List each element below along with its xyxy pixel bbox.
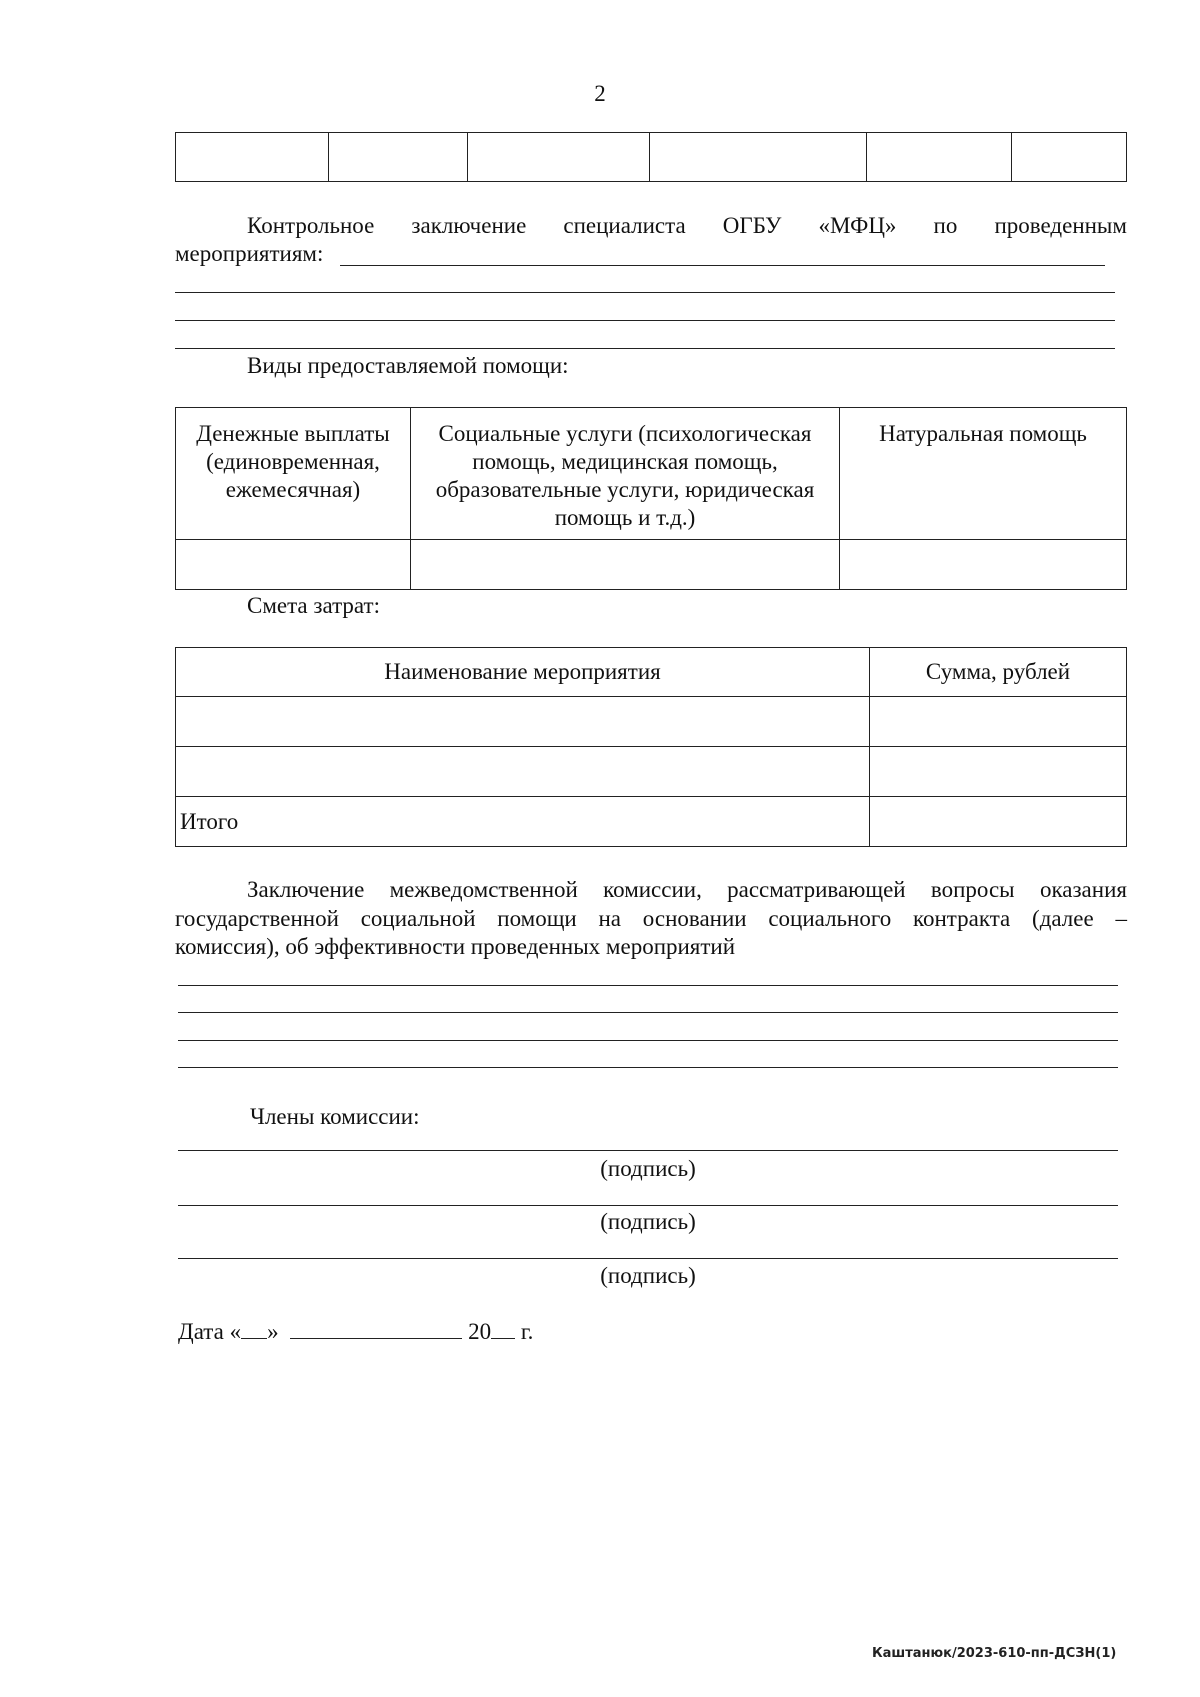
word: государственной [175,906,339,931]
cell-line: помощь, медицинская помощь, [472,449,778,474]
commission-conclusion-line2 [175,905,1127,933]
table-cell[interactable] [870,747,1127,797]
year-suffix: г. [520,1319,534,1344]
word: Заключение [247,877,365,902]
word: основании [642,906,747,931]
cell-line: Социальные услуги (психологическая [438,421,812,446]
cell-line: Натуральная помощь [879,421,1087,446]
month-field[interactable] [290,1318,462,1339]
fill-line[interactable] [175,292,1115,293]
aid-type-social-services [411,408,840,540]
estimate-table [175,647,1127,847]
word: комиссии, [603,877,702,902]
aid-types-heading: Виды предоставляемой помощи: [247,353,569,378]
page-number: 2 [594,81,606,106]
signature-line[interactable] [178,1150,1118,1151]
fill-line[interactable] [178,1067,1118,1068]
commission-conclusion-line3: комиссия), об эффективности проведенных мероприятий [175,934,736,959]
date-prefix: Дата « [178,1319,242,1344]
fill-line[interactable] [178,1012,1118,1013]
cell-line: Денежные выплаты [196,421,390,446]
word: проведенным [994,213,1127,238]
signature-line[interactable] [178,1205,1118,1206]
word: (далее [1032,906,1094,931]
table-cell[interactable] [328,133,467,182]
date-quote-close: » [267,1319,279,1344]
cell-line: образовательные услуги, юридическая [435,477,815,502]
word: специалиста [563,213,686,238]
word: по [933,213,958,238]
signature-caption: (подпись) [600,1263,696,1288]
word: Контрольное [247,213,375,238]
table-cell[interactable] [176,697,870,747]
control-conclusion-line1 [247,212,1127,240]
word: социальной [360,906,476,931]
cell-line: помощь и т.д.) [554,505,696,530]
table-cell[interactable] [870,697,1127,747]
word: помощи [497,906,577,931]
word: ОГБУ [722,213,782,238]
aid-type-in-kind [840,408,1127,540]
control-conclusion-line2: мероприятиям: [175,241,324,266]
signature-caption: (подпись) [600,1156,696,1181]
fill-line[interactable] [178,985,1118,986]
signature-caption: (подпись) [600,1209,696,1234]
aid-type-cash [176,408,411,540]
word: на [598,906,622,931]
word: социального [768,906,892,931]
year-prefix: 20 [468,1319,492,1344]
table-cell[interactable] [411,540,840,590]
word: вопросы [930,877,1015,902]
table-cell[interactable] [176,133,329,182]
total-label: Итого [176,797,870,847]
word: оказания [1039,877,1127,902]
fill-line[interactable] [175,348,1115,349]
date-label [178,1318,533,1346]
word: заключение [411,213,527,238]
word: – [1115,906,1127,931]
word: межведомственной [389,877,578,902]
column-header-name: Наименование мероприятия [176,648,870,697]
column-header-sum: Сумма, рублей [870,648,1127,697]
commission-conclusion-line1 [247,876,1127,904]
table-cell[interactable] [467,133,650,182]
day-field[interactable] [241,1318,267,1339]
cell-line: ежемесячная) [225,477,361,502]
table-cell[interactable] [176,747,870,797]
signature-line[interactable] [178,1258,1118,1259]
fill-line[interactable] [175,320,1115,321]
word: контракта [912,906,1011,931]
top-empty-table [175,132,1127,182]
aid-types-table [175,407,1127,590]
word: «МФЦ» [818,213,897,238]
fill-line[interactable] [340,265,1105,266]
document-code: Каштанюк/2023-610-пп-ДСЗН(1) [872,1646,1117,1661]
year-field[interactable] [491,1318,515,1339]
table-cell[interactable] [176,540,411,590]
table-cell[interactable] [867,133,1012,182]
fill-line[interactable] [178,1040,1118,1041]
total-value-cell[interactable] [870,797,1127,847]
table-cell[interactable] [840,540,1127,590]
table-cell[interactable] [1012,133,1127,182]
table-cell[interactable] [650,133,867,182]
members-heading: Члены комиссии: [250,1104,420,1129]
estimate-heading: Смета затрат: [247,593,380,618]
cell-line: (единовременная, [206,449,380,474]
word: рассматривающей [727,877,906,902]
